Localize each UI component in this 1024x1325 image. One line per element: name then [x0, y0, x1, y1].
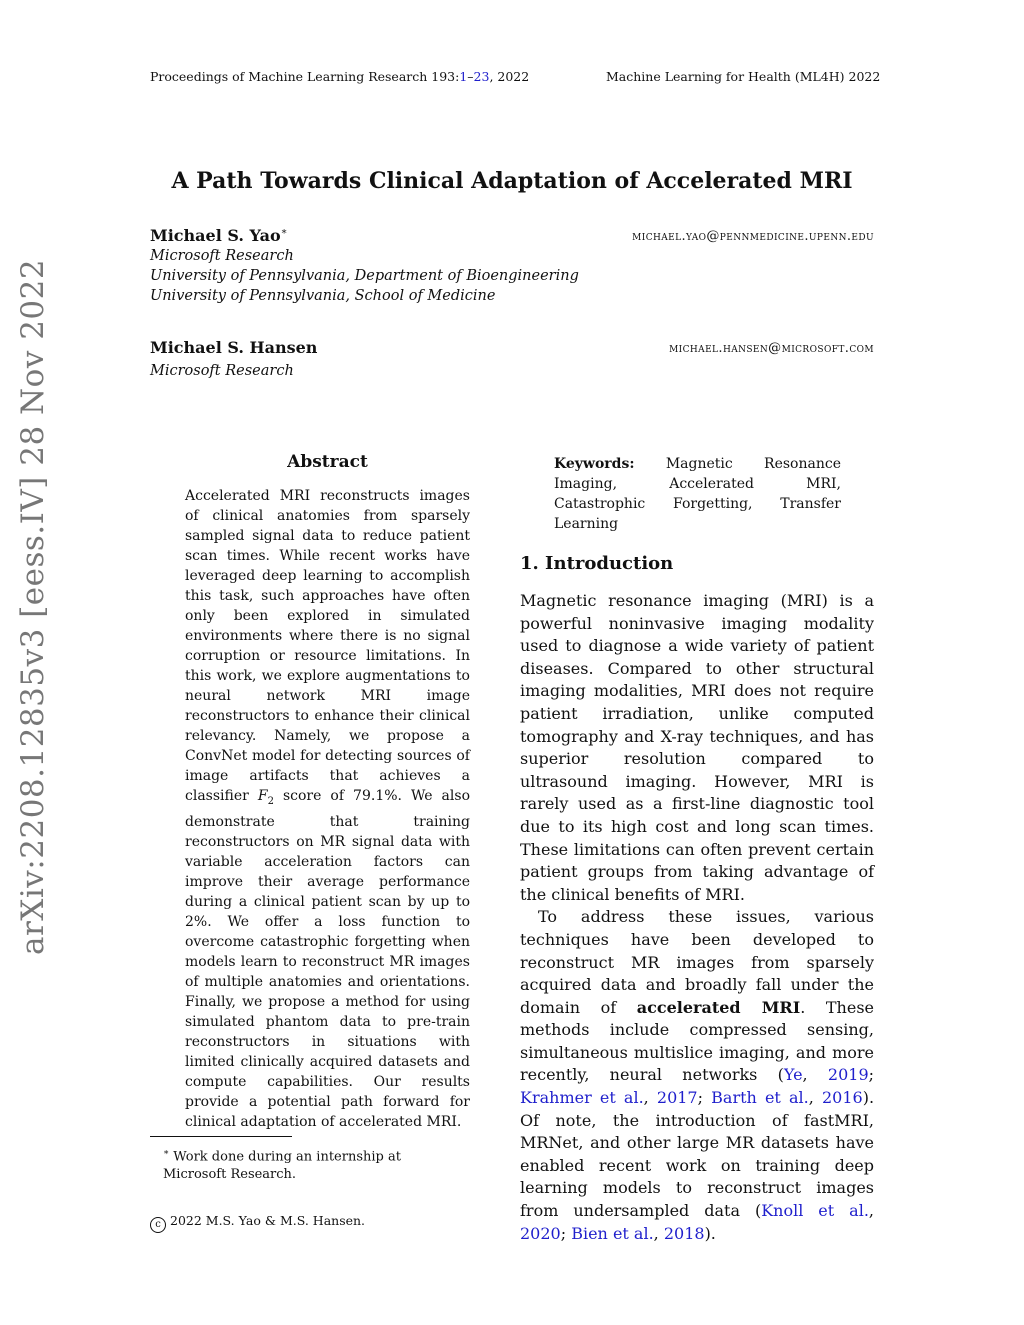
intro-p2-text-d: ).	[704, 1223, 716, 1243]
keywords-text: Magnetic Resonance Imaging, Accelerated MRI, Catastrophic Forgetting, Transfer Learning	[554, 456, 841, 532]
citation-barth[interactable]: Barth et al.	[711, 1088, 809, 1108]
author-1-footnote-mark: ∗	[280, 226, 288, 238]
abstract-heading: Abstract	[287, 452, 368, 472]
citation-bien[interactable]: Bien et al.	[571, 1223, 654, 1243]
introduction-body	[520, 590, 874, 1245]
copyright-line	[150, 1213, 365, 1233]
proceedings-year: , 2022	[489, 69, 530, 84]
intro-p2-text-a: To address these issues, various techniques have been developed to reconstruct MR images from sparsely acquired data and broadly fall under the domain of	[520, 907, 874, 1017]
author-1-email[interactable]: michael.yao@pennmedicine.upenn.edu	[632, 229, 874, 244]
abstract-body	[185, 486, 470, 1132]
section-heading-introduction: 1. Introduction	[520, 553, 674, 574]
abstract-math-f: F	[257, 788, 268, 804]
arxiv-stamp: arXiv:2208.12835v3 [eess.IV] 28 Nov 2022	[15, 258, 51, 955]
author-1-affiliation-2: University of Pennsylvania, Department of Bioengineering	[150, 268, 579, 284]
abstract-text-2: score of 79.1%. We also demonstrate that training reconstructors on MR signal data with variable acceleration factors can improve their average performance during a clinical patient scan by up to 2%. We offer a loss function to overcome catastrophic forgetting when models learn to reconstruct MR images of multiple anatomies and orientations. Finally, we propose a method for using simulated phantom data to pre-train reconstructors in situations with limited clinically acquired datasets and compute capabilities. Our results provide a potential path forward for clinical adaptation of accelerated MRI.	[185, 788, 470, 1130]
citation-krahmer[interactable]: Krahmer et al.	[520, 1088, 644, 1108]
citation-bien-year[interactable]: 2018	[663, 1223, 705, 1243]
footnote-rule	[150, 1136, 292, 1137]
intro-p2-bold: accelerated MRI	[636, 997, 801, 1017]
citation-knoll[interactable]: Knoll et al.	[761, 1201, 869, 1221]
page-range-dash: –	[467, 69, 474, 84]
author-1-name-text: Michael S. Yao	[150, 226, 281, 245]
intro-paragraph-2: To address these issues, various techniques have been developed to reconstruct MR images from sparsely acquired data and broadly fall under the domain of accelerated MRI. These methods include compressed sensing, simultaneous multislice imaging, and more recently, neural networks (Ye, 2019; Krahmer et al., 2017; Barth et al., 2016). Of note, the introduction of fastMRI, MRNet, and other large MR datasets have enabled recent work on training deep learning models to reconstruct images from undersampled data (Knoll et al., 2020; Bien et al., 2018).	[520, 907, 875, 1243]
citation-ye[interactable]: Ye	[783, 1065, 803, 1085]
proceedings-label: Proceedings of Machine Learning Research 193:	[150, 69, 460, 84]
abstract-math-subscript: 2	[267, 795, 274, 807]
intro-p2-text-c: ). Of note, the introduction of fastMRI, MRNet, and other large MR datasets have enabled recent work on training deep learning models to reconstruct images from undersampled data (	[520, 1088, 875, 1221]
keywords-label: Keywords:	[554, 456, 635, 472]
author-2-email[interactable]: michael.hansen@microsoft.com	[669, 341, 874, 356]
footnote-text: Work done during an internship at Microsoft Research.	[163, 1149, 401, 1183]
intro-paragraph-1: Magnetic resonance imaging (MRI) is a powerful noninvasive imaging modality used to diagnose a wide variety of patient diseases. Compared to other structural imaging modalities, MRI does not require patient irradiation, unlike computed tomography and X-ray techniques, and has superior resolution compared to ultrasound imaging. However, MRI is rarely used as a first-line diagnostic tool due to its high cost and long scan times. These limitations can often prevent certain patient groups from taking advantage of the clinical benefits of MRI.	[520, 591, 874, 904]
author-2-affiliation-1: Microsoft Research	[150, 363, 294, 379]
citation-barth-year[interactable]: 2016	[821, 1088, 863, 1108]
page-start-link[interactable]: 1	[459, 69, 468, 84]
page-end-link[interactable]: 23	[473, 69, 490, 84]
author-1-name	[150, 226, 288, 245]
intro-p2-text-b: . These methods include compressed sensing, simultaneous multislice imaging, and more recently, neural networks (	[520, 997, 874, 1085]
footnote-mark: ∗	[163, 1148, 170, 1158]
copyright-text: 2022 M.S. Yao & M.S. Hansen.	[170, 1213, 366, 1228]
abstract-text-1: Accelerated MRI reconstructs images of clinical anatomies from sparsely sampled signal data to reduce patient scan times. While recent works have leveraged deep learning to accomplish this task, such approaches have often only been explored in simulated environments where there is no signal corruption or resource limitations. In this work, we explore augmentations to neural network MRI image reconstructors to enhance their clinical relevancy. Namely, we propose a ConvNet model for detecting sources of image artifacts that achieves a classifier	[185, 488, 470, 804]
keywords-block	[554, 454, 841, 534]
citation-knoll-year[interactable]: 2020	[520, 1223, 561, 1243]
running-header-right: Machine Learning for Health (ML4H) 2022	[606, 69, 881, 84]
footnote	[163, 1144, 423, 1184]
author-1-affiliation-1: Microsoft Research	[150, 248, 294, 264]
running-header-left	[150, 69, 529, 84]
author-2-name: Michael S. Hansen	[150, 338, 318, 357]
paper-title: A Path Towards Clinical Adaptation of Accelerated MRI	[171, 168, 853, 194]
copyright-symbol: c	[150, 1217, 166, 1233]
author-1-affiliation-3: University of Pennsylvania, School of Medicine	[150, 288, 496, 304]
citation-krahmer-year[interactable]: 2017	[656, 1088, 698, 1108]
citation-ye-year[interactable]: 2019	[827, 1065, 869, 1085]
